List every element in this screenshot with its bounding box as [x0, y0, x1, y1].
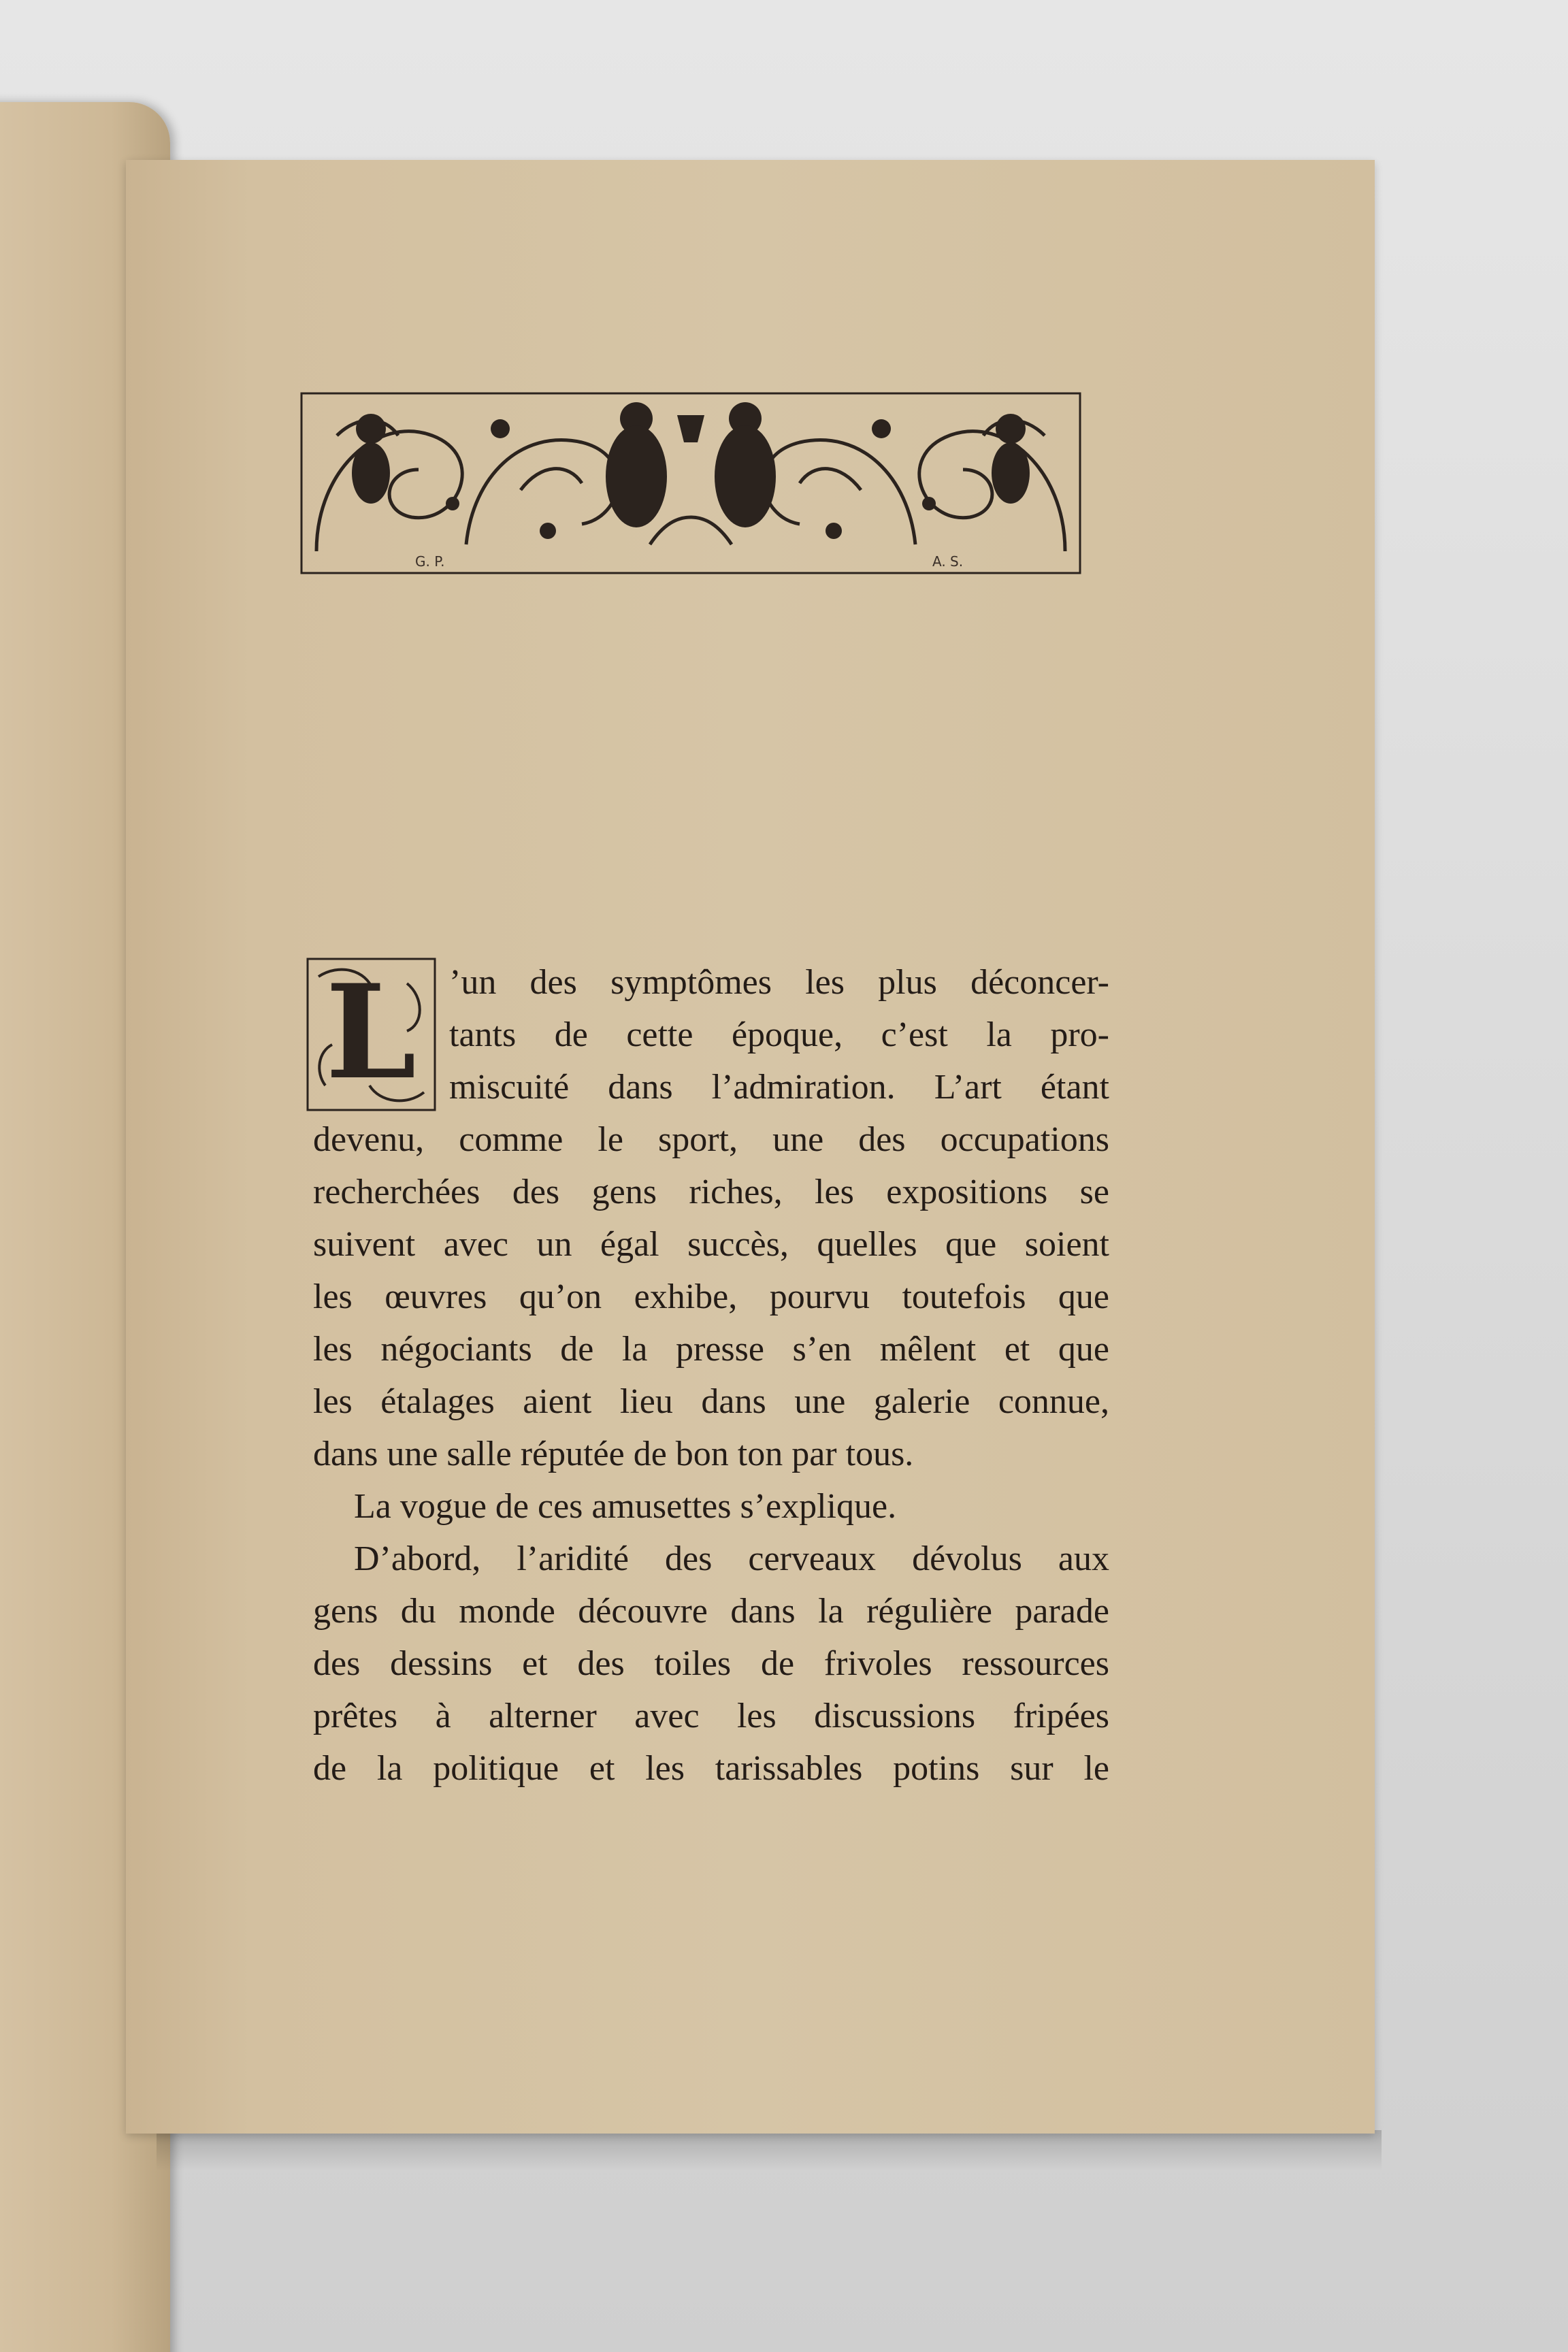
para1-line-1: ’un des symptômes les plus déconcer-	[449, 963, 1109, 1002]
dropcap-ornament	[305, 956, 438, 1113]
para1-line-4: devenu, comme le sport, une des occupations	[313, 1120, 1109, 1159]
para1-line-10: dans une salle réputée de bon ton par tous.	[313, 1435, 914, 1473]
para3-line-4: prêtes à alterner avec les discussions fripées	[313, 1697, 1109, 1735]
para1-line-6: suivent avec un égal succès, quelles que soient	[313, 1225, 1109, 1264]
para1-line-2: tants de cette époque, c’est la pro-	[449, 1015, 1109, 1054]
para3-line-1: D’abord, l’aridité des cerveaux dévolus aux	[354, 1539, 1109, 1578]
headpiece-ornament	[296, 388, 1085, 578]
right-signature: A. S.	[932, 553, 964, 570]
para2-line-1: La vogue de ces amusettes s’explique.	[354, 1487, 897, 1526]
dropcap-letter: L	[325, 956, 416, 1108]
para1-line-9: les étalages aient lieu dans une galerie connue,	[313, 1382, 1109, 1421]
book-shadow	[157, 2130, 1382, 2171]
left-signature: G. P.	[415, 553, 445, 570]
body-text	[313, 956, 1109, 1795]
para3-line-3: des dessins et des toiles de frivoles ressources	[313, 1644, 1109, 1683]
para1-line-5: recherchées des gens riches, les expositions se	[313, 1173, 1109, 1211]
para1-line-7: les œuvres qu’on exhibe, pourvu toutefois que	[313, 1277, 1109, 1316]
printed-page	[126, 160, 1375, 2134]
para3-line-5: de la politique et les tarissables potins sur le	[313, 1749, 1109, 1788]
para1-line-8: les négociants de la presse s’en mêlent et que	[313, 1330, 1109, 1369]
para1-line-3: miscuité dans l’admiration. L’art étant	[449, 1068, 1109, 1107]
para3-line-2: gens du monde découvre dans la régulière parade	[313, 1592, 1109, 1631]
